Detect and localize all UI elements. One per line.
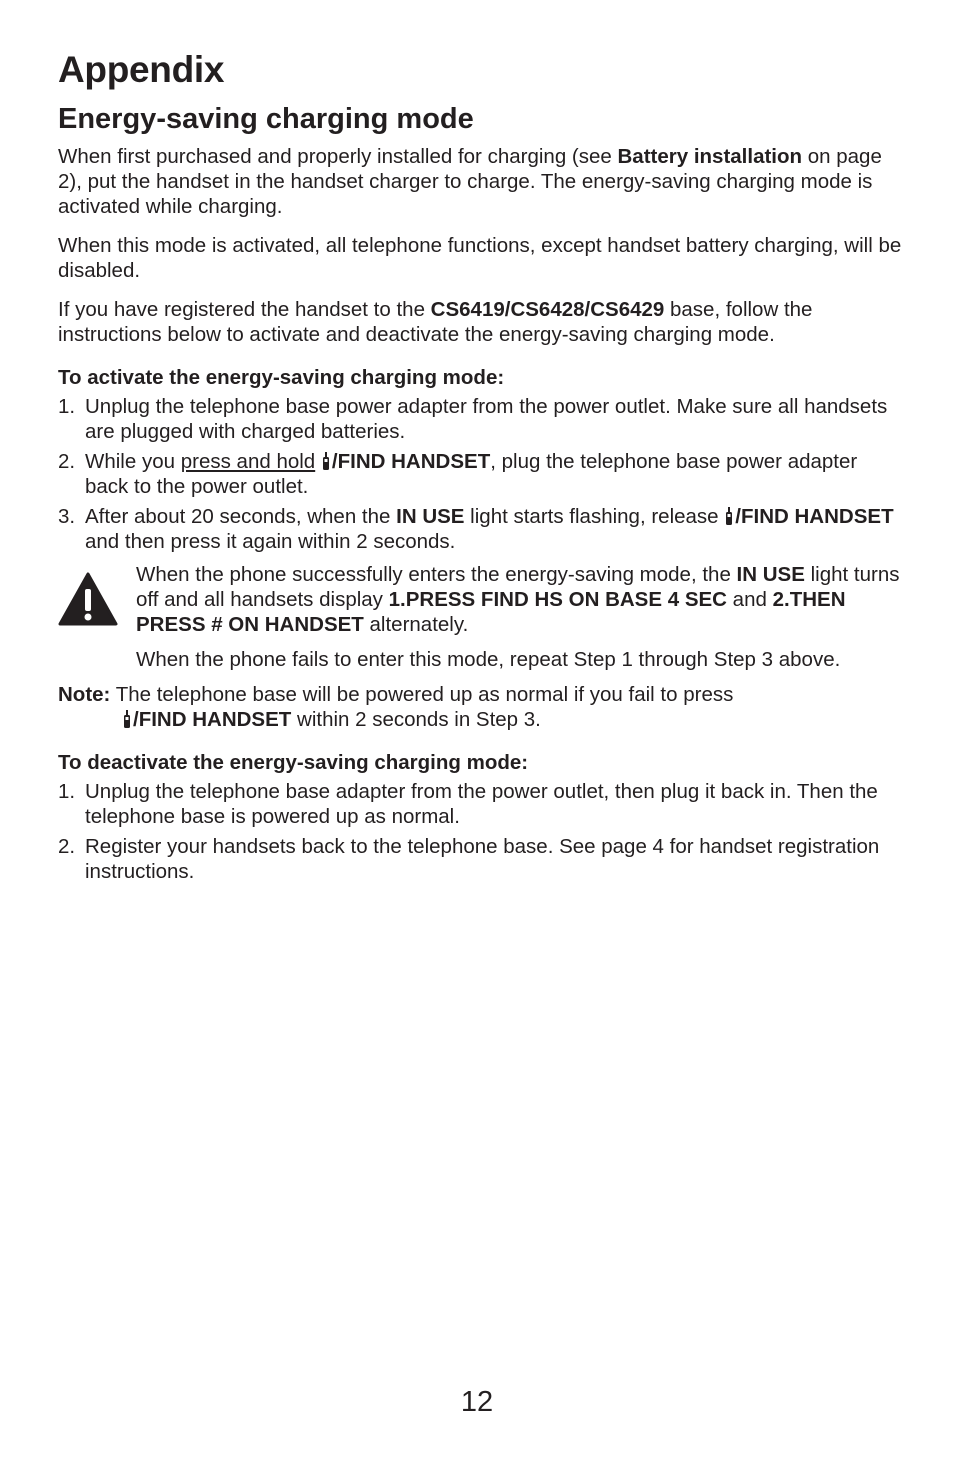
page-number: 12 [460,1386,494,1418]
text: and [726,588,773,611]
handset-icon [122,709,132,729]
deactivate-heading: To deactivate the energy-saving charging mode: [58,751,529,774]
step-text: and then press it again within 2 seconds. [85,530,456,553]
find-handset-key: /FIND HANDSET [133,708,292,731]
handset-icon [321,451,331,471]
step-number: 2. [58,835,76,858]
list-item [58,394,903,444]
page-content [58,48,903,889]
section-title: Energy-saving charging mode [58,103,474,135]
page-title: Appendix [58,49,225,90]
in-use-text: IN USE [736,563,805,586]
step-number: 1. [58,780,76,803]
in-use-text: IN USE [396,505,465,528]
step-number: 1. [58,395,76,418]
note-label: Note: [58,683,111,706]
display-message-2: 2.THEN PRESS # ON HANDSET [136,588,846,636]
step-text: Register your handsets back to the telephone base. See page 4 for handset registration instructions. [85,835,880,883]
warning-box [58,562,903,672]
text: If you have registered the handset to the [58,298,431,321]
handset-icon [724,506,734,526]
text: alternately. [363,613,469,636]
intro-paragraph-2: When this mode is activated, all telephone functions, except handset battery charging, will be disabled. [58,234,902,282]
note-continuation [58,707,903,732]
find-handset-key: /FIND HANDSET [331,450,491,473]
activate-heading: To activate the energy-saving charging mode: [58,366,505,389]
step-text: Unplug the telephone base adapter from the power outlet, then plug it back in. Then the telephone base is powered up as normal. [85,780,878,828]
warning-paragraph-2: When the phone fails to enter this mode, repeat Step 1 through Step 3 above. [136,648,841,671]
warning-paragraph-1 [136,562,903,637]
step-text: After about 20 seconds, when the [85,505,397,528]
battery-installation-ref: Battery installation [617,145,803,168]
text: base, follow the instructions below to activate and deactivate the energy-saving charging mode. [58,298,813,346]
text: light turns off and all handsets display [136,563,900,611]
list-item [58,449,903,499]
warning-triangle-icon [58,572,118,626]
intro-paragraph-1 [58,144,903,219]
step-text: Unplug the telephone base power adapter from the power outlet. Make sure all handsets are plugged with charged batteries. [85,395,888,443]
text: on page 2), put the handset in the handset charger to charge. The energy-saving charging mode is activated while charging. [58,145,882,218]
step-text: light starts flashing, release [464,505,725,528]
list-item [58,504,903,554]
text: When the phone successfully enters the energy-saving mode, the [136,563,737,586]
display-message-1: 1.PRESS FIND HS ON BASE 4 SEC [388,588,727,611]
step-number: 3. [58,505,76,528]
note [58,682,903,732]
press-and-hold-text: press and hold [180,450,316,473]
text: When first purchased and properly installed for charging (see [58,145,618,168]
model-numbers: CS6419/CS6428/CS6429 [430,298,665,321]
deactivate-steps [58,779,903,884]
note-text: The telephone base will be powered up as normal if you fail to press [110,683,734,706]
step-number: 2. [58,450,76,473]
list-item [58,834,903,884]
step-text: While you [85,450,181,473]
find-handset-key: /FIND HANDSET [735,505,894,528]
activate-steps [58,394,903,554]
list-item [58,779,903,829]
step-text: , plug the telephone base power adapter back to the power outlet. [85,450,858,498]
intro-paragraph-3 [58,297,903,347]
note-text: within 2 seconds in Step 3. [291,708,541,731]
